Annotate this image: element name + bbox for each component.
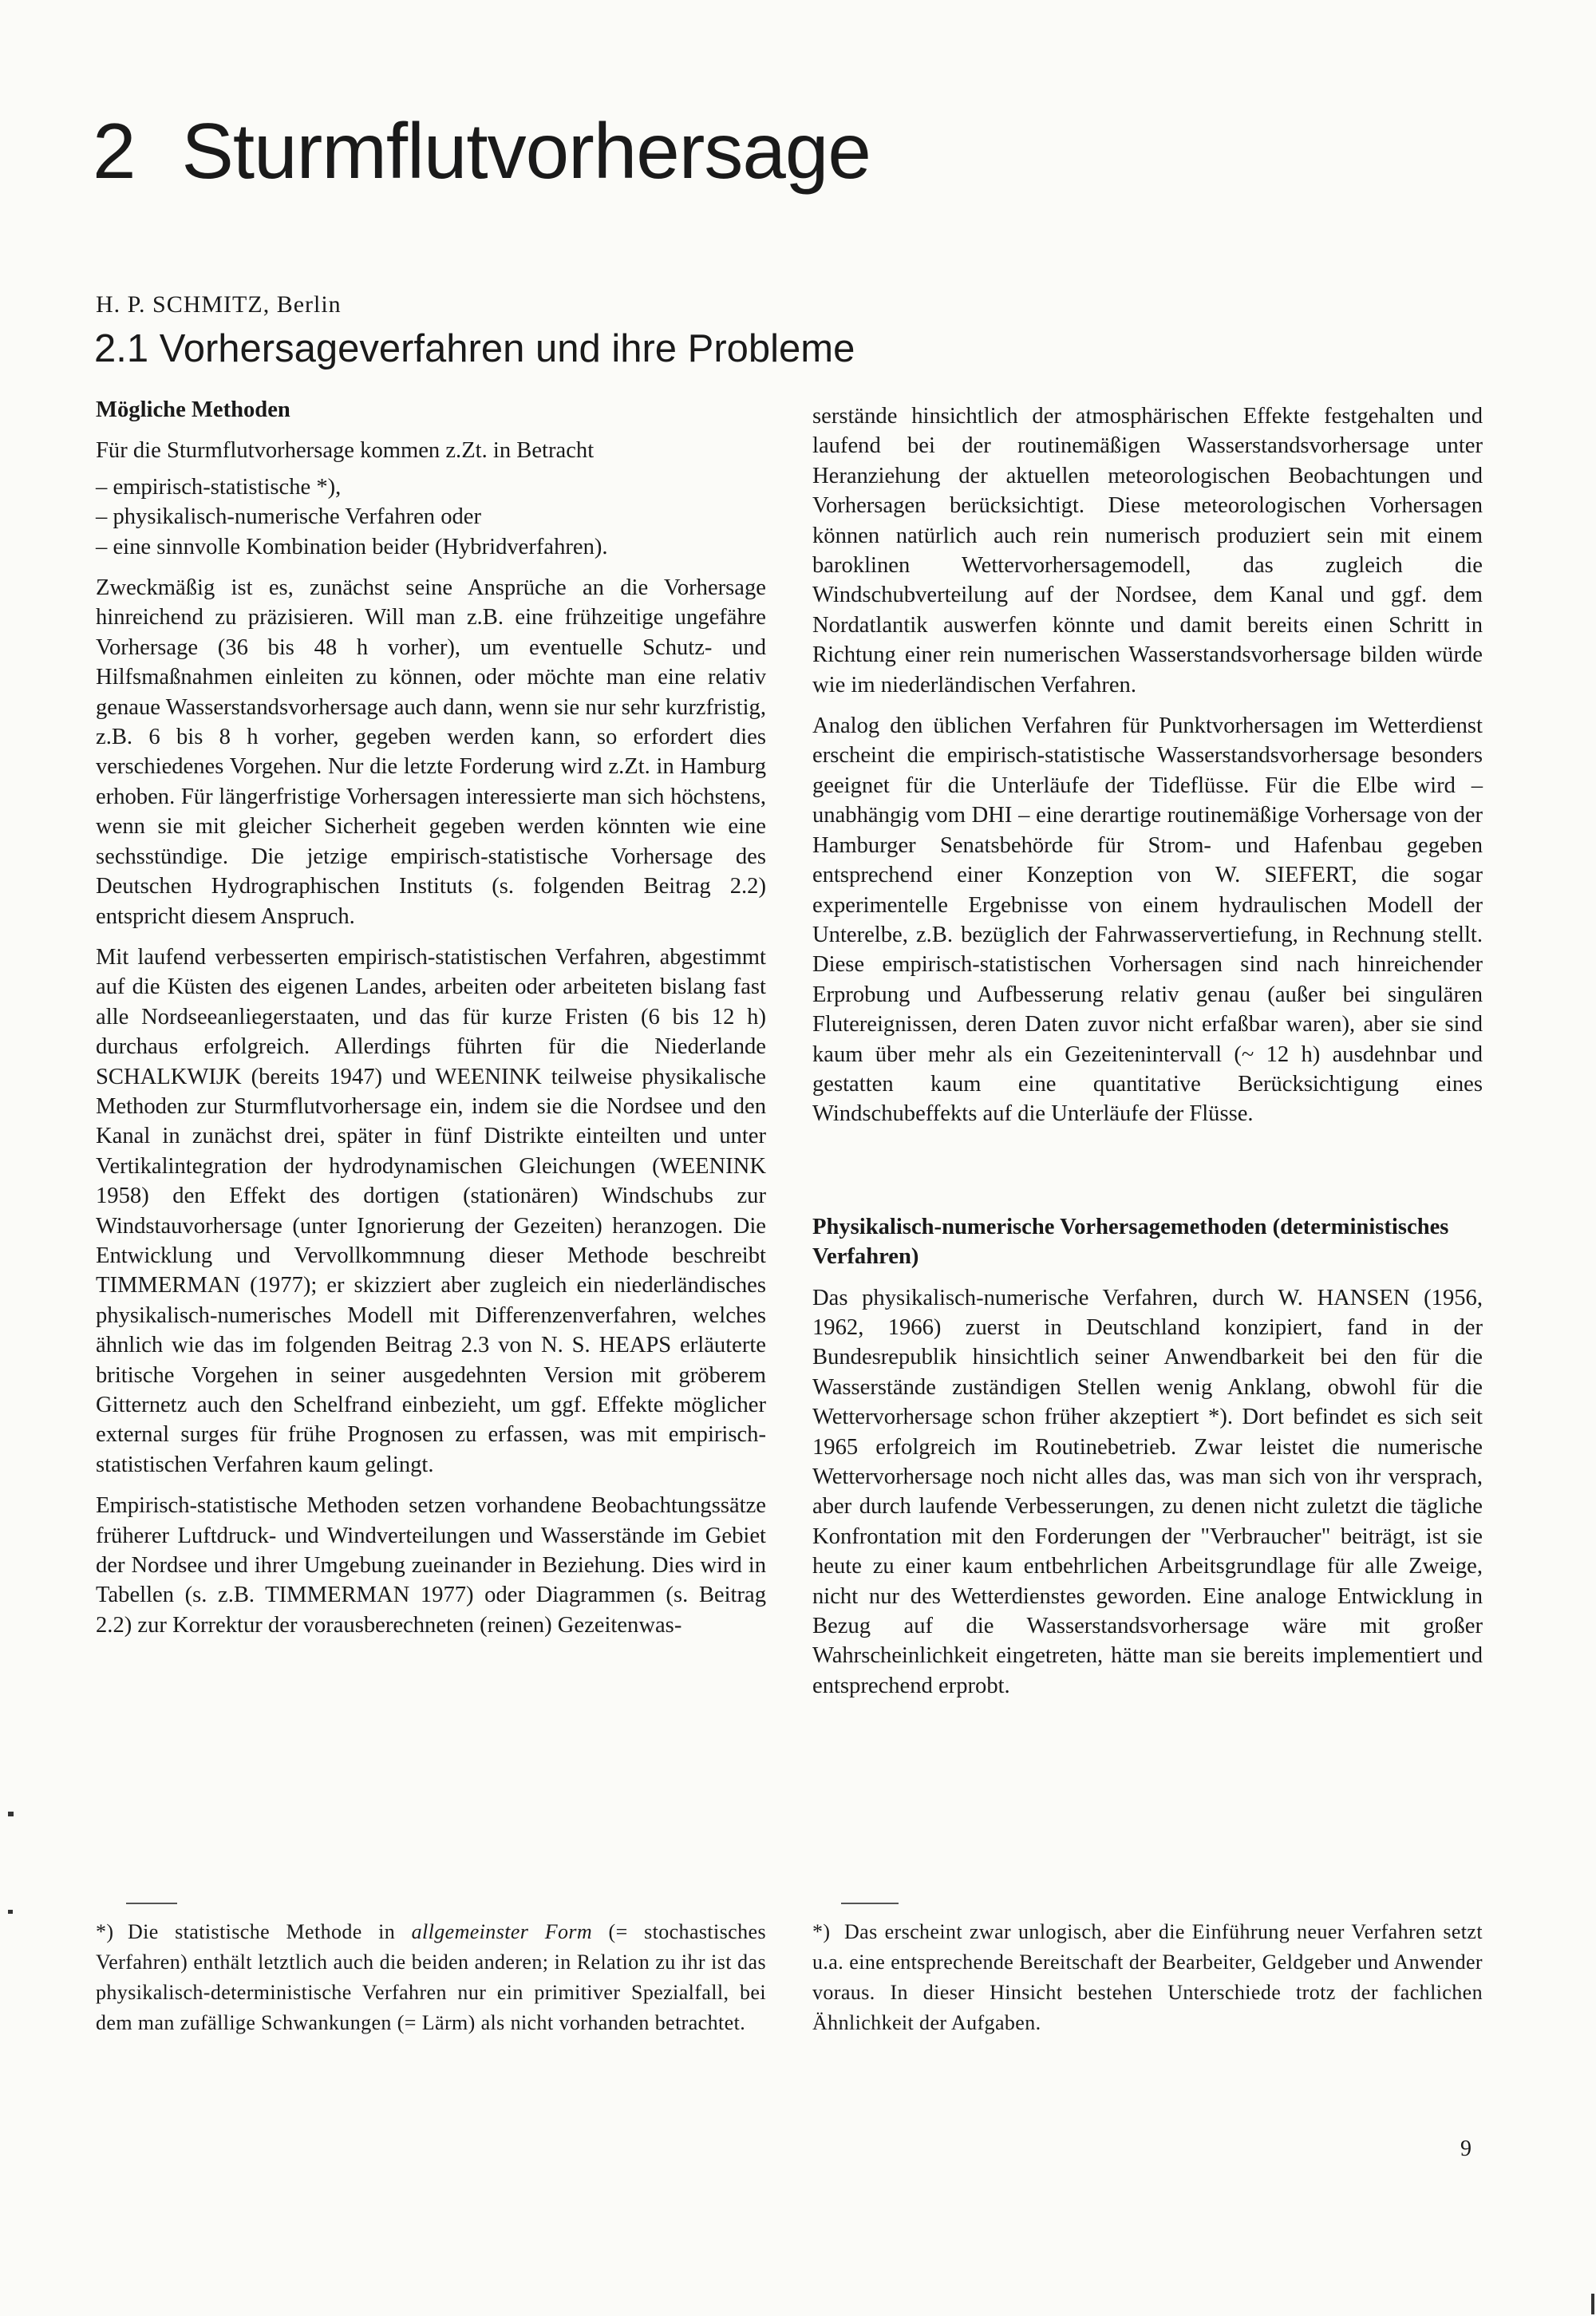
footnote-text: (= stochastisches Verfahren) enthält letztlich auch die beiden anderen; in Relation zu ihr ist das physikalisch-deterministische Verfahren nur ein primitiver Spezialfall, bei dem man zufällige Schwankungen (= Lärm) als nicht vorhanden betrachtet. bbox=[96, 1920, 766, 2034]
left-intro: Für die Sturmflutvorhersage kommen z.Zt. in Betracht bbox=[96, 438, 595, 464]
section-title: 2.1 Vorhersageverfahren und ihre Probleme bbox=[94, 327, 855, 370]
right-paragraph: Analog den üblichen Verfahren für Punktvorhersagen im Wetterdienst erscheint die empirisch-statistische Wasserstandsvorhersage besonders geeignet für die Unterläufe der Tideflüsse. Für die Elbe wird – unabhängig vom DHI – eine derartige routinemäßige Vorhersage von der Hamburger Senatsbehörde für Strom- und Hafenbau gegeben entsprechend einer Konzeption von W. SIEFERT, die sogar experimentelle Ergebnisse von einem hydraulischen Modell der Unterelbe, z.B. bezüglich der Fahrwasservertiefung, in Rechnung stellt. Diese empirisch-statistischen Vorhersagen sind nach hinreichender Erprobung und Aufbesserung relativ genau (außer bei singulären Flutereignissen, deren Daten zuvor nicht erfaßbar waren), aber sie sind kaum über mehr als ein Gezeitenintervall (~ 12 h) ausdehnbar und gestatten kaum eine quantitative Berücksichtigung eines Windschubeffekts auf die Unterläufe der Flüsse. bbox=[812, 713, 1483, 1127]
list-item: – empirisch-statistische *), bbox=[96, 474, 342, 500]
left-column-heading: Mögliche Methoden bbox=[96, 397, 290, 422]
footnote-left bbox=[96, 1917, 766, 2038]
footnote-marker: *) bbox=[96, 1920, 114, 1943]
scan-mark bbox=[1591, 2294, 1594, 2314]
footnote-divider bbox=[126, 1903, 177, 1904]
page-number: 9 bbox=[1460, 2136, 1472, 2161]
author-line: H. P. SCHMITZ, Berlin bbox=[96, 291, 342, 318]
right-column bbox=[812, 401, 1483, 1712]
left-paragraph: Empirisch-statistische Methoden setzen vorhandene Beobachtungssätze früherer Luftdruck- und Windverteilungen und Wasserstände im Gebiet der Nordsee und ihrer Umgebung zueinander in Beziehung. Dies wird in Tabellen (s. z.B. TIMMERMAN 1977) oder Diagrammen (s. Beitrag 2.2) zur Korrektur der vorausberechneten (reinen) Gezeitenwas- bbox=[96, 1493, 766, 1638]
left-paragraph: Mit laufend verbesserten empirisch-statistischen Verfahren, abgestimmt auf die Küsten des eigenen Landes, arbeiten oder arbeiteten bislang fast alle Nordseeanliegerstaaten, und das für kurze Fristen (6 bis 12 h) durchaus erfolgreich. Allerdings führten für die Niederlande SCHALKWIJK (bereits 1947) und WEENINK teilweise physikalische Methoden zur Sturmflutvorhersage ein, indem sie die Nordsee und den Kanal in zunächst drei, später in fünf Distrikte einteilten und unter Vertikalintegration der hydrodynamischen Gleichungen (WEENINK 1958) den Effekt des dortigen (stationären) Windschubs zur Windstauvorhersage (unter Ignorierung der Gezeiten) heranzogen. Die Entwicklung und Vervollkommnung dieser Methode beschreibt TIMMERMAN (1977); er skizziert aber zugleich ein niederländisches physikalisch-numerisches Modell mit Differenzenverfahren, welches ähnlich wie das im folgenden Beitrag 2.3 von N. S. HEAPS erläuterte britische Vorgehen in seiner ausgedehnten Version mit gröberem Gitternetz auch den Schelfrand einbezieht, um ggf. Effekte möglicher external surges für frühe Prognosen zu erfassen, was mit empirisch-statistischen Verfahren kaum gelingt. bbox=[96, 944, 766, 1477]
left-column bbox=[96, 395, 766, 1651]
scan-mark bbox=[8, 1910, 13, 1914]
footnote-divider bbox=[841, 1903, 899, 1904]
method-list bbox=[96, 472, 766, 562]
footnote-marker: *) bbox=[812, 1920, 831, 1943]
footnote-text: Die statistische Methode in bbox=[128, 1920, 412, 1943]
footnote-text: Das erscheint zwar unlogisch, aber die Einführung neuer Verfahren setzt u.a. eine entsprechende Bereitschaft der Bearbeiter, Geldgeber und Anwender voraus. In dieser Hinsicht bestehen Unterschiede trotz der fachlichen Ähnlichkeit der Aufgaben. bbox=[812, 1920, 1483, 2034]
right-paragraph: serstände hinsichtlich der atmosphärischen Effekte festgehalten und laufend bei der routinemäßigen Wasserstandsvorhersage unter Heranziehung der aktuellen meteorologischen Beobachtungen und Vorhersagen berücksichtigt. Diese meteorologischen Vorhersagen können natürlich auch rein numerisch produziert sein mit einem baroklinen Wettervorhersagemodell, das zugleich die Windschubverteilung auf der Nordsee, dem Kanal und ggf. dem Nordatlantik auswerfen könnte und damit bereits einen Schritt in Richtung einer rein numerischen Wasserstandsvorhersage bilden würde wie im niederländischen Verfahren. bbox=[812, 404, 1483, 698]
right-column-heading: Physikalisch-numerische Vorhersagemethoden (deterministisches Verfahren) bbox=[812, 1214, 1449, 1270]
left-paragraph: Zweckmäßig ist es, zunächst seine Ansprüche an die Vorhersage hinreichend zu präzisieren. Will man z.B. eine frühzeitige ungefähre Vorhersage (36 bis 48 h vorher), um eventuelle Schutz- und Hilfsmaßnahmen einleiten zu können, oder möchte man eine relativ genaue Wasserstandsvorhersage auch dann, wenn sie nur sehr kurzfristig, z.B. 6 bis 8 h vorher, gegeben werden kann, so erfordert dies verschiedenes Vorgehen. Nur die letzte Forderung wird z.Zt. in Hamburg erhoben. Für längerfristige Vorhersagen interessierte man sich höchstens, wenn sie mit gleicher Sicherheit gegeben werden könnten wie eine sechsstündige. Die jetzige empirisch-statistische Vorhersage des Deutschen Hydrographischen Instituts (s. folgenden Beitrag 2.2) entspricht diesem Anspruch. bbox=[96, 575, 766, 929]
chapter-number: 2 bbox=[93, 107, 136, 195]
list-item: – eine sinnvolle Kombination beider (Hybridverfahren). bbox=[96, 534, 608, 559]
scan-mark bbox=[8, 1812, 14, 1816]
right-paragraph: Das physikalisch-numerische Verfahren, durch W. HANSEN (1956, 1962, 1966) zuerst in Deutschland konzipiert, fand in der Bundesrepublik hinsichtlich seiner Anwendbarkeit bei den für die Wasserstände zuständigen Stellen wenig Anklang, obwohl für die Wettervorhersage schon früher akzeptiert *). Dort befindet es sich seit 1965 erfolgreich im Routinebetrieb. Zwar leistet die numerische Wettervorhersage noch nicht alles das, was man sich von ihr versprach, aber durch laufende Verbesserungen, zu denen nicht zuletzt die tägliche Konfrontation mit den Forderungen der "Verbraucher" beiträgt, ist sie heute zu einer kaum entbehrlichen Arbeitsgrundlage für alle Zweige, nicht nur des Wetterdienstes geworden. Eine analoge Entwicklung in Bezug auf die Wasserstandsvorhersage wäre mit großer Wahrscheinlichkeit eingetreten, hätte man sie bereits implementiert und entsprechend erprobt. bbox=[812, 1285, 1483, 1698]
footnote-right bbox=[812, 1917, 1483, 2038]
chapter-title-text: Sturmflutvorhersage bbox=[181, 107, 871, 195]
list-item: – physikalisch-numerische Verfahren oder bbox=[96, 504, 482, 530]
chapter-title bbox=[93, 107, 871, 195]
footnote-emphasis: allgemeinster Form bbox=[411, 1920, 593, 1943]
